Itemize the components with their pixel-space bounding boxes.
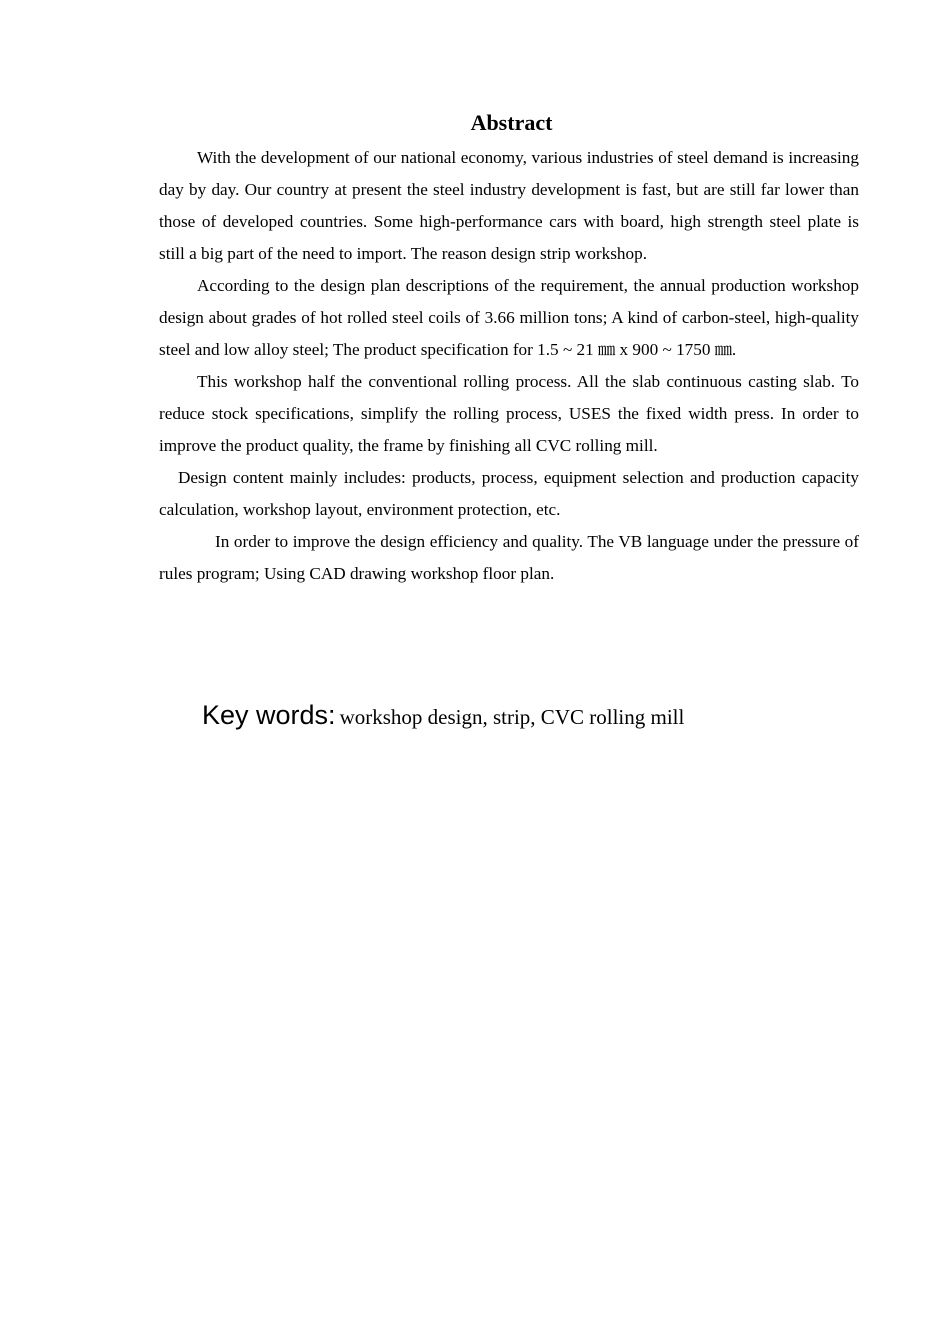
abstract-paragraph-3: This workshop half the conventional rolling process. All the slab continuous casting slab. To reduce stock specifications, simplify the rolling process, USES the fixed width press. In order to improve the product quality, the frame by finishing all CVC rolling mill. [159, 372, 859, 455]
abstract-paragraph-2: According to the design plan descriptions of the requirement, the annual production workshop design about grades of hot rolled steel coils of 3.66 million tons; A kind of carbon-steel, high-quality steel and low alloy steel; The product specification for 1.5 ~ 21 ㎜ x 900 ~ 1750 ㎜. [159, 276, 859, 359]
abstract-title: Abstract [470, 110, 553, 135]
abstract-paragraph-4: Design content mainly includes: products, process, equipment selection and production capacity calculation, workshop layout, environment protection, etc. [159, 468, 859, 519]
keywords-value: workshop design, strip, CVC rolling mill [339, 705, 685, 729]
abstract-paragraph-1: With the development of our national economy, various industries of steel demand is increasing day by day. Our country at present the steel industry development is fast, but are still far lower than those of developed countries. Some high-performance cars with board, high strength steel plate is still a big part of the need to import. The reason design strip workshop. [159, 148, 859, 263]
abstract-section [159, 108, 859, 590]
keywords-line [202, 700, 882, 731]
abstract-paragraph-5: In order to improve the design efficiency and quality. The VB language under the pressure of rules program; Using CAD drawing workshop floor plan. [159, 532, 859, 583]
keywords-label: Key words: [202, 700, 336, 730]
